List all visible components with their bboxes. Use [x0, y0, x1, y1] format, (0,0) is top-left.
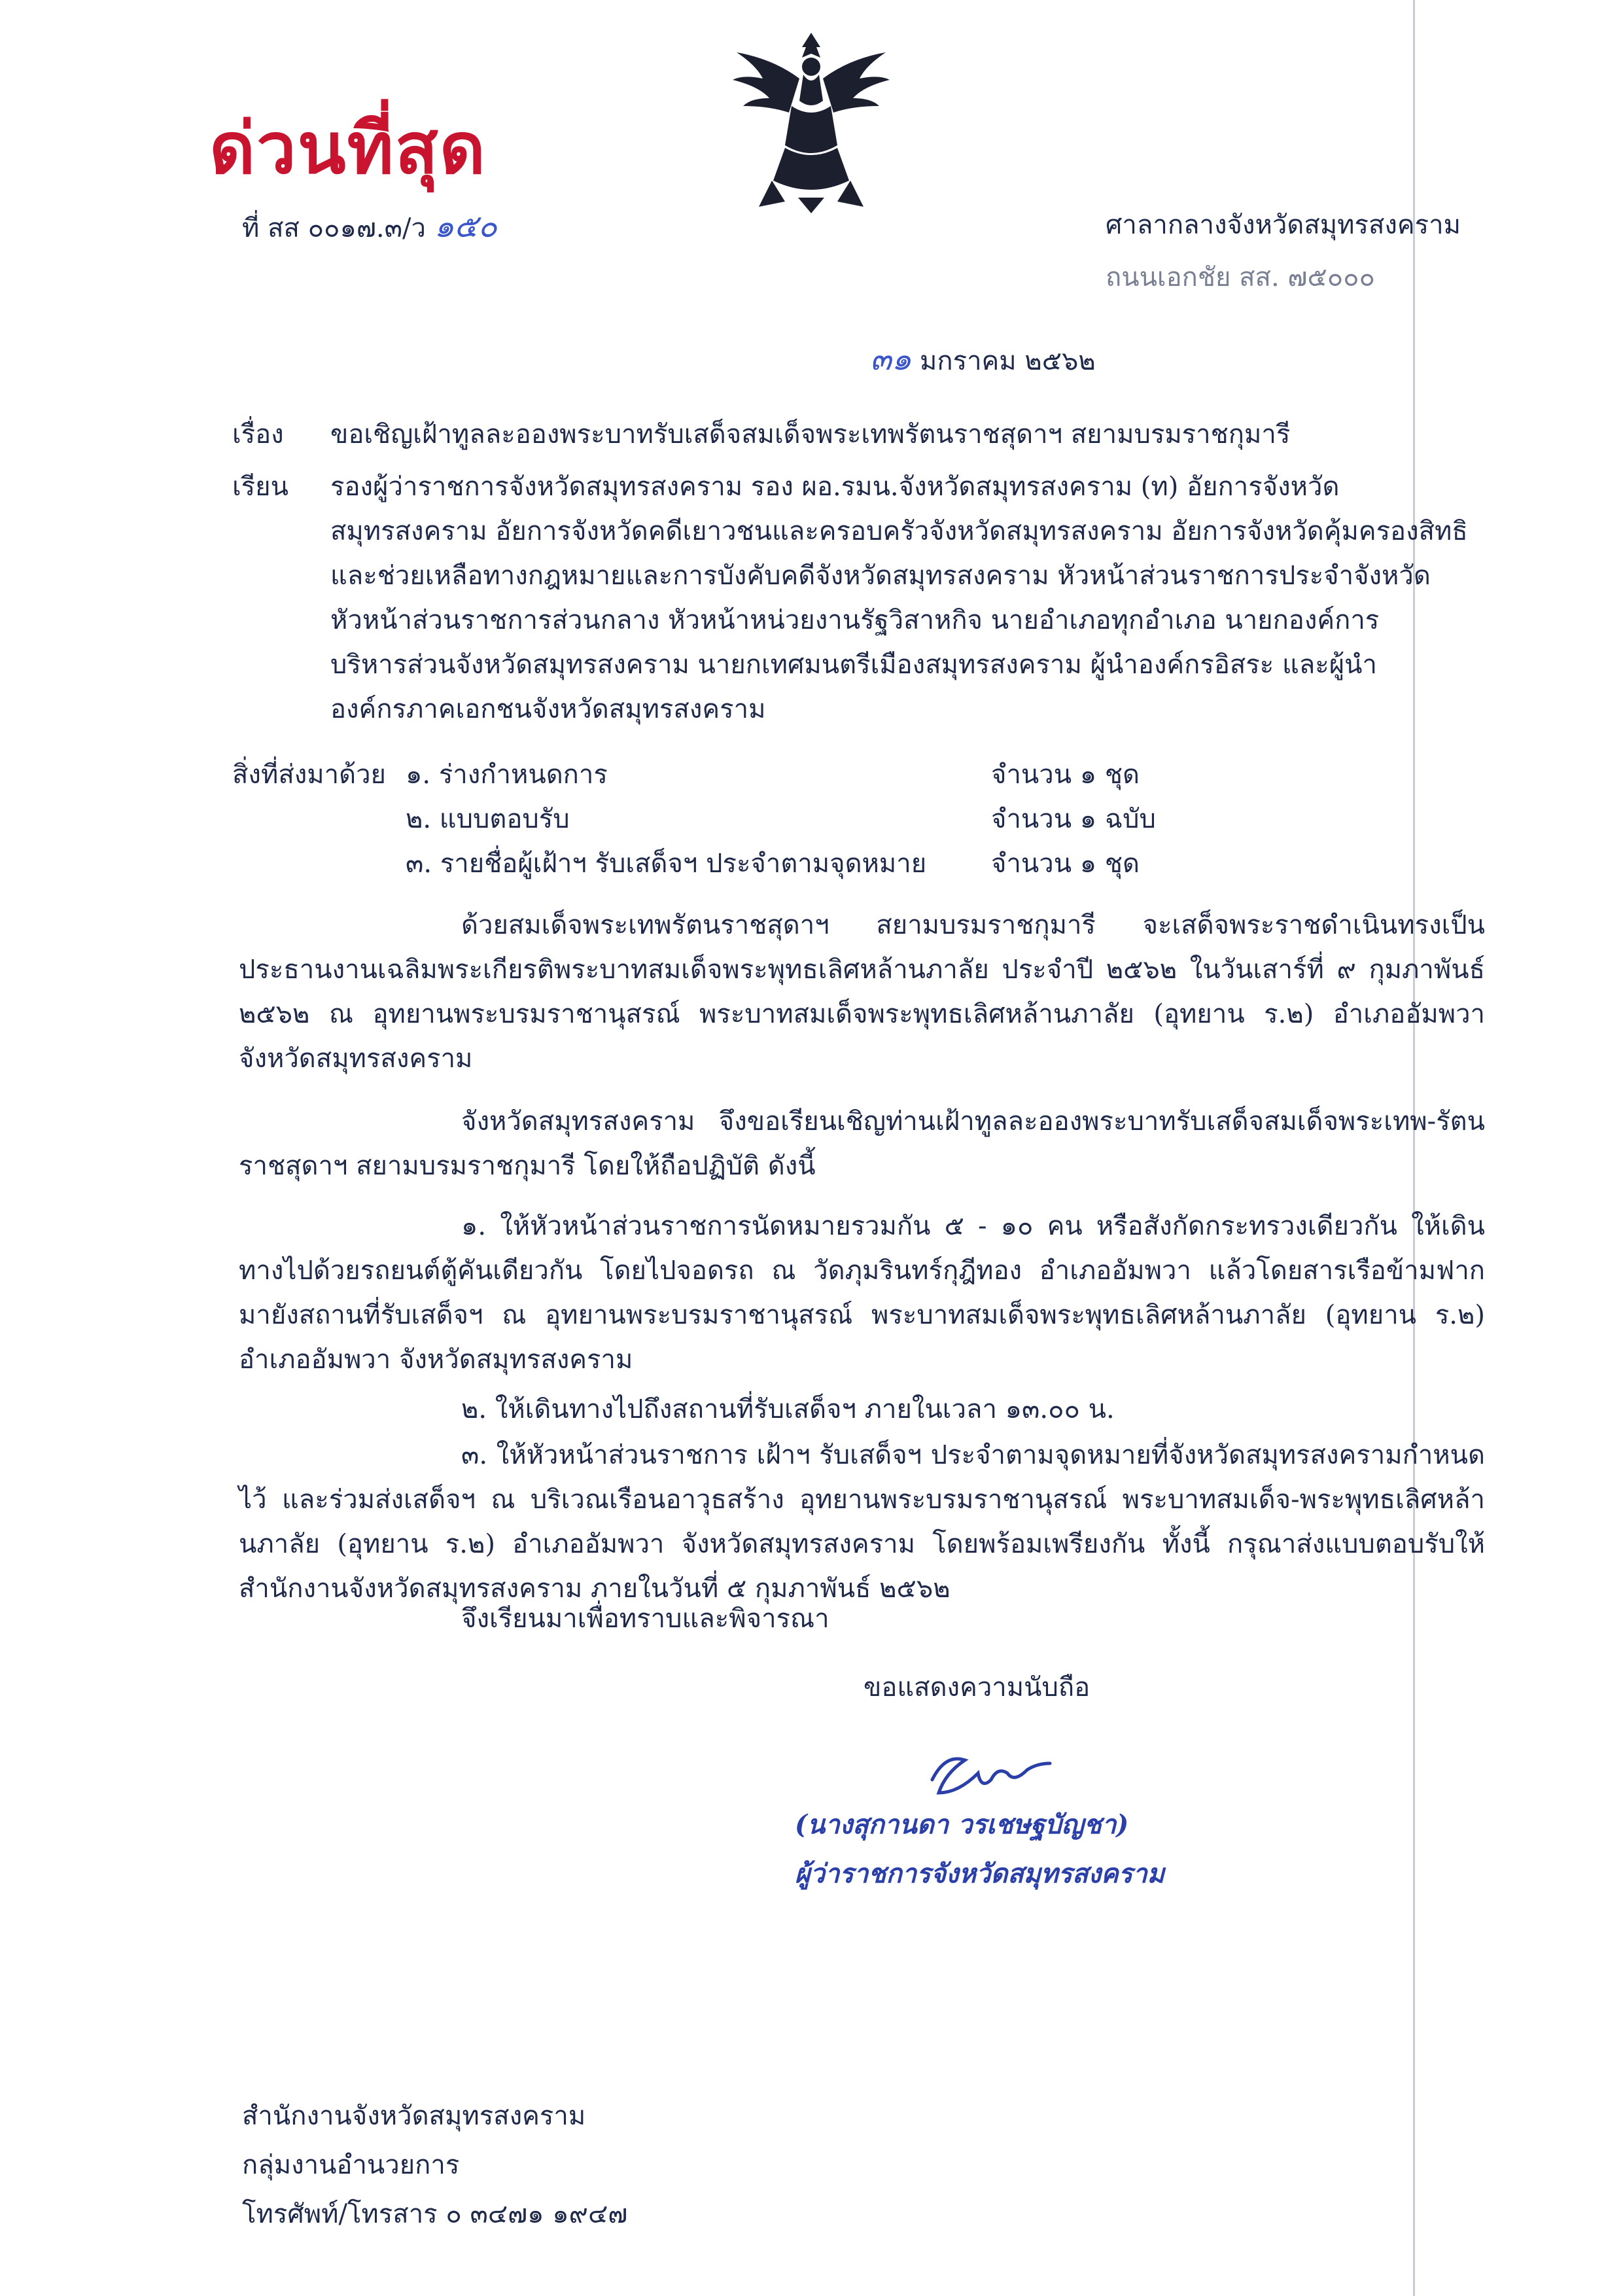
- footer-office: สำนักงานจังหวัดสมุทรสงคราม: [242, 2101, 586, 2131]
- date-month-year: มกราคม ๒๕๖๒: [920, 346, 1096, 376]
- date-day-handwritten: ๓๑: [870, 341, 912, 378]
- recipient-line: หัวหน้าส่วนราชการส่วนกลาง หัวหน้าหน่วยงานรัฐวิสาหกิจ นายอำเภอทุกอำเภอ นายกองค์การ: [330, 605, 1380, 635]
- body-paragraph-1: ด้วยสมเด็จพระเทพรัตนราชสุดาฯ สยามบรมราชกุมารี จะเสด็จพระราชดำเนินทรงเป็นประธานงานเฉลิมพระเกียรติพระบาทสมเด็จพระพุทธเลิศหล้านภาลัย ประจำปี ๒๕๖๒ ในวันเสาร์ที่ ๙ กุมภาพันธ์ ๒๕๖๒ ณ อุทยานพระบรมราชานุสรณ์ พระบาทสมเด็จพระพุทธเลิศหล้านภาลัย (อุทยาน ร.๒) อำเภออัมพวา จังหวัดสมุทรสงคราม: [239, 910, 1485, 1074]
- document-number-prefix: ที่ สส ๐๐๑๗.๓/ว: [242, 213, 426, 243]
- enclosure-item: ๑. ร่างกำหนดการ: [406, 760, 608, 790]
- document-number-handwritten: ๑๕๐: [434, 208, 497, 245]
- enclosure-qty: จำนวน ๑ ชุด: [991, 760, 1140, 790]
- recipient-line: สมุทรสงคราม อัยการจังหวัดคดีเยาวชนและครอบครัวจังหวัดสมุทรสงคราม อัยการจังหวัดคุ้มครองสิทธิ: [330, 516, 1468, 546]
- enclosure-item: ๓. รายชื่อผู้เฝ้าฯ รับเสด็จฯ ประจำตามจุดหมาย: [406, 849, 927, 879]
- garuda-emblem-icon: [726, 26, 896, 216]
- instruction-item-3: ๓. ให้หัวหน้าส่วนราชการ เฝ้าฯ รับเสด็จฯ ประจำตามจุดหมายที่จังหวัดสมุทรสงครามกำหนดไว้ และร่วมส่งเสด็จฯ ณ บริเวณเรือนอาวุธสร้าง อุทยานพระบรมราชานุสรณ์ พระบาทสมเด็จ-พระพุทธเลิศหล้านภาลัย (อุทยาน ร.๒) อำเภออัมพวา จังหวัดสมุทรสงคราม โดยพร้อมเพรียงกัน ทั้งนี้ กรุณาส่งแบบตอบรับให้สำนักงานจังหวัดสมุทรสงคราม ภายในวันที่ ๕ กุมภาพันธ์ ๒๕๖๒: [239, 1440, 1485, 1604]
- subject-text: ขอเชิญเฝ้าทูลละอองพระบาทรับเสด็จสมเด็จพระเทพรัตนราชสุดาฯ สยามบรมราชกุมารี: [330, 419, 1291, 450]
- recipient-line: องค์กรภาคเอกชนจังหวัดสมุทรสงคราม: [330, 694, 766, 724]
- enclosures-label: สิ่งที่ส่งมาด้วย: [232, 760, 386, 790]
- document-date: [870, 337, 1096, 383]
- urgency-stamp: ด่วนที่สุด: [209, 108, 487, 190]
- enclosure-qty: จำนวน ๑ ฉบับ: [991, 804, 1156, 834]
- footer-division: กลุ่มงานอำนวยการ: [242, 2150, 460, 2180]
- body-paragraph-2: จังหวัดสมุทรสงคราม จึงขอเรียนเชิญท่านเฝ้าทูลละอองพระบาทรับเสด็จสมเด็จพระเทพ-รัตนราชสุดาฯ สยามบรมราชกุมารี โดยให้ถือปฏิบัติ ดังนี้: [239, 1106, 1485, 1181]
- enclosure-item: ๒. แบบตอบรับ: [406, 804, 570, 834]
- enclosure-qty: จำนวน ๑ ชุด: [991, 849, 1140, 879]
- recipient-line: รองผู้ว่าราชการจังหวัดสมุทรสงคราม รอง ผอ.รมน.จังหวัดสมุทรสงคราม (ท) อัยการจังหวัด: [330, 472, 1340, 502]
- handwritten-signature-icon: [906, 1734, 1076, 1812]
- office-address-line1: ศาลากลางจังหวัดสมุทรสงคราม: [1106, 210, 1461, 240]
- footer-phone: โทรศัพท์/โทรสาร ๐ ๓๔๗๑ ๑๙๔๗: [242, 2199, 628, 2229]
- document-number: [242, 204, 497, 251]
- recipient-line: และช่วยเหลือทางกฎหมายและการบังคับคดีจังหวัดสมุทรสงคราม หัวหน้าส่วนราชการประจำจังหวัด: [330, 561, 1431, 591]
- conclusion: จึงเรียนมาเพื่อทราบและพิจารณา: [461, 1604, 829, 1634]
- instruction-item-2: ๒. ให้เดินทางไปถึงสถานที่รับเสด็จฯ ภายในเวลา ๑๓.๐๐ น.: [461, 1394, 1115, 1424]
- office-address-line2: ถนนเอกชัย สส. ๗๕๐๐๐: [1106, 262, 1375, 292]
- subject-label: เรื่อง: [232, 419, 284, 450]
- instruction-item-1: ๑. ให้หัวหน้าส่วนราชการนัดหมายรวมกัน ๕ - ๑๐ คน หรือสังกัดกระทรวงเดียวกัน ให้เดินทางไปด้วยรถยนต์ตู้คันเดียวกัน โดยไปจอดรถ ณ วัดภุมรินทร์กุฎีทอง อำเภออัมพวา แล้วโดยสารเรือข้ามฟากมายังสถานที่รับเสด็จฯ ณ อุทยานพระบรมราชานุสรณ์ พระบาทสมเด็จพระพุทธเลิศหล้านภาลัย (อุทยาน ร.๒) อำเภออัมพวา จังหวัดสมุทรสงคราม: [239, 1211, 1485, 1375]
- signatory-position: ผู้ว่าราชการจังหวัดสมุทรสงคราม: [795, 1858, 1165, 1889]
- recipient-label: เรียน: [232, 472, 288, 502]
- recipient-line: บริหารส่วนจังหวัดสมุทรสงคราม นายกเทศมนตรีเมืองสมุทรสงคราม ผู้นำองค์กรอิสระ และผู้นำ: [330, 650, 1377, 680]
- signatory-name: (นางสุกานดา วรเชษฐบัญชา): [795, 1809, 1129, 1840]
- closing-phrase: ขอแสดงความนับถือ: [864, 1672, 1091, 1703]
